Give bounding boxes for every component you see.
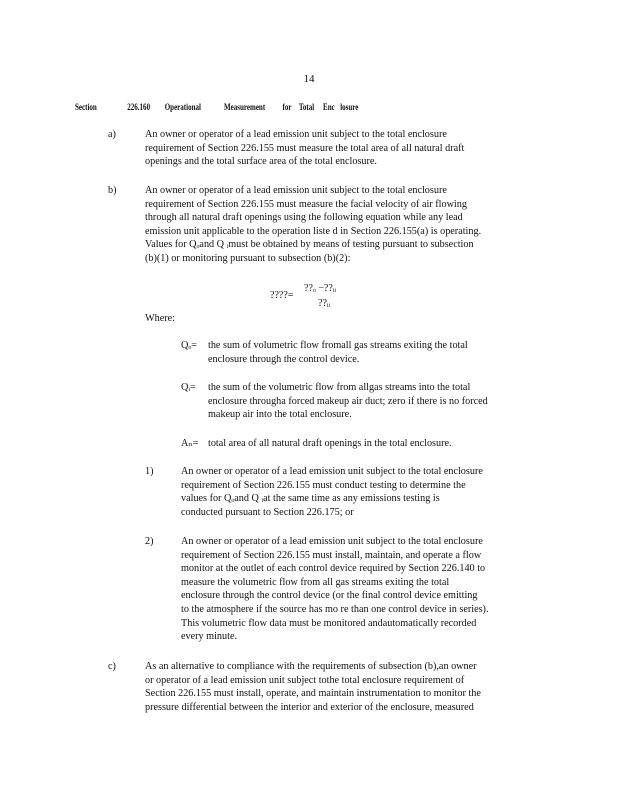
text-line: measure the volumetric flow from all gas streams exiting the total	[181, 576, 450, 588]
text-line: enclosure through the control device.	[208, 353, 360, 365]
text-line: (b)(1) or monitoring pursuant to subsection (b)(2):	[145, 252, 351, 264]
item-c-text	[145, 660, 541, 714]
definition-text	[208, 437, 452, 451]
item-b2-text	[181, 535, 541, 644]
item-b1-label: 1)	[145, 466, 154, 477]
where-label: Where:	[145, 313, 175, 324]
text-line: requirement of Section 226.155 must install, maintain, and operate a flow	[181, 549, 482, 561]
text-line: pressure differential between the interior and exterior of the enclosure, measured	[145, 701, 474, 713]
text-line: requirement of Section 226.155 must measure the facial velocity of air flowing	[145, 198, 467, 210]
text-line: emission unit applicable to the operation liste d in Section 226.155(a) is operating.	[145, 225, 482, 237]
heading-word: Total	[298, 102, 315, 112]
heading-word: Operational	[164, 102, 201, 112]
definition-symbol: Aₙ=	[181, 438, 199, 449]
item-b-label: b)	[108, 185, 117, 196]
text-line: makeup air into the total enclosure.	[208, 409, 352, 421]
definition-text	[208, 381, 488, 422]
text-line: openings and the total surface area of the total enclosure.	[145, 156, 377, 168]
text-line: As an alternative to compliance with the requirements of subsection (b),an owner	[145, 661, 477, 672]
equation-denominator: ??ᵢᵢ	[318, 298, 331, 309]
page-number: 14	[303, 73, 315, 85]
heading-word: losure	[340, 102, 359, 112]
item-b2-label: 2)	[145, 536, 154, 547]
text-line: requirement of Section 226.155 must conduct testing to determine the	[181, 479, 466, 491]
section-heading	[75, 101, 358, 115]
section-number: 226.160	[127, 102, 151, 112]
item-c-label: c)	[108, 661, 116, 672]
text-line: monitor at the outlet of each control device required by Section 226.140 to	[181, 563, 486, 575]
text-line: values for Qₒand Q ᵢat the same time as any emissions testing is	[181, 493, 440, 505]
item-a-text	[145, 128, 519, 169]
text-line: requirement of Section 226.155 must measure the total area of all natural draft	[145, 142, 465, 154]
item-b1-text	[181, 465, 531, 519]
text-line: enclosure througha forced makeup air duct; zero if there is no forced	[208, 395, 488, 407]
definition-symbol: Qᵢ=	[181, 382, 196, 393]
definition-symbol: Qₒ=	[181, 340, 198, 351]
text-line: An owner or operator of a lead emission unit subject to the total enclosure	[145, 129, 447, 140]
equation-lhs: ????=	[270, 290, 294, 301]
equation	[270, 282, 370, 312]
text-line: enclosure through the control device (or the final control device emitting	[181, 590, 478, 602]
text-line: An owner or operator of a lead emission unit subject to the total enclosure	[181, 536, 483, 547]
heading-word: Enc	[323, 102, 335, 112]
text-line: An owner or operator of a lead emission unit subject to the total enclosure	[145, 185, 447, 196]
heading-word: for	[282, 102, 292, 112]
section-label: Section	[75, 102, 97, 112]
text-line: every minute.	[181, 631, 238, 643]
equation-numerator: ??ₒ −??ᵢᵢ	[304, 283, 337, 294]
text-line: to the atmosphere if the source has mo re than one control device in series).	[181, 603, 489, 615]
heading-word: Measurement	[223, 102, 266, 112]
item-b-text	[145, 184, 531, 266]
text-line: This volumetric flow data must be monitored andautomatically recorded	[181, 617, 477, 629]
text-line: the sum of the volumetric flow from allgas streams into the total	[208, 382, 471, 393]
text-line: the sum of volumetric flow fromall gas streams exiting the total	[208, 340, 468, 351]
text-line: or operator of a lead emission unit subject tothe total enclosure requirement of	[145, 674, 465, 686]
item-a-label: a)	[108, 129, 116, 140]
text-line: through all natural draft openings using the following equation while any lead	[145, 212, 463, 224]
text-line: Section 226.155 must install, operate, and maintain instrumentation to monitor the	[145, 688, 481, 700]
text-line: conducted pursuant to Section 226.175; or	[181, 506, 354, 518]
text-line: Values for Qₒand Q ᵢmust be obtained by means of testing pursuant to subsection	[145, 239, 474, 251]
definition-text	[208, 339, 468, 366]
text-line: total area of all natural draft openings in the total enclosure.	[208, 438, 452, 449]
text-line: An owner or operator of a lead emission unit subject to the total enclosure	[181, 466, 483, 477]
